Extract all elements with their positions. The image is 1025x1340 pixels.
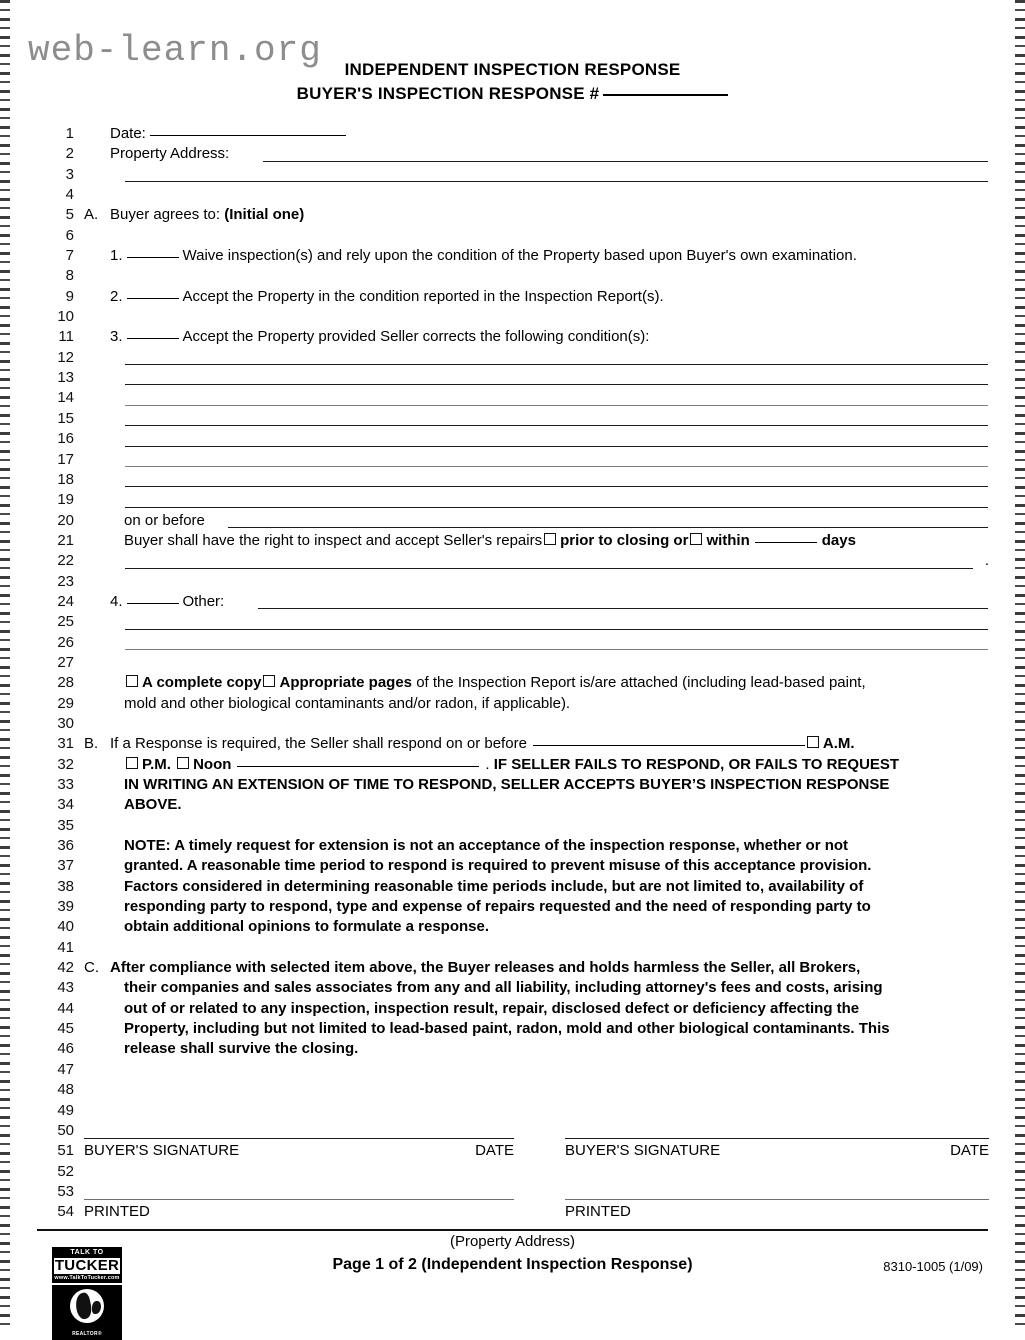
line-number: 10: [57, 308, 74, 326]
line-number: 46: [57, 1040, 74, 1058]
line-number: 52: [57, 1162, 74, 1180]
property-address-blank-2[interactable]: [125, 181, 988, 182]
line-row: [0, 999, 1025, 1019]
line-row: [0, 327, 1025, 347]
seller-respond-time-blank[interactable]: [237, 766, 479, 767]
note-row: [84, 877, 989, 897]
line-row: [0, 246, 1025, 266]
line-row: [0, 470, 1025, 490]
section-a-initial-one: (Initial one): [224, 206, 305, 224]
line-row: [0, 1019, 1025, 1039]
condition-write-line[interactable]: [125, 405, 988, 406]
section-b-text: If a Response is required, the Seller shall respond on or before: [110, 735, 527, 753]
option-4-write-line[interactable]: [125, 629, 988, 630]
line-row: [0, 1039, 1025, 1059]
line-row: [0, 1101, 1025, 1121]
section-c-line-4: Property, including but not limited to lead-based paint, radon, mold and other biological contaminants. This: [124, 1020, 890, 1038]
logo-url-text: www.TalkToTucker.com: [54, 1275, 120, 1281]
line-number: 23: [57, 572, 74, 590]
section-b-marker: B.: [84, 735, 99, 753]
note-row: [84, 836, 989, 856]
section-c-line-5: release shall survive the closing.: [124, 1040, 359, 1058]
option-2-number: 2.: [110, 287, 123, 305]
logo-realtor-text: REALTOR®: [52, 1330, 122, 1340]
line-number: 18: [57, 470, 74, 488]
option-1-initial-blank[interactable]: [127, 257, 179, 258]
line-number: 3: [65, 165, 74, 183]
repairs-period: .: [984, 552, 989, 570]
within-days-blank[interactable]: [755, 542, 817, 543]
option-4-write-line[interactable]: [125, 649, 988, 650]
line-number: 38: [57, 877, 74, 895]
attachment-row: [84, 673, 989, 693]
option-1-row: [84, 246, 989, 266]
condition-write-line[interactable]: [125, 446, 988, 447]
line-row: [0, 450, 1025, 470]
option-4-text: Other:: [182, 592, 225, 610]
note-line-5: obtain additional opinions to formulate a response.: [124, 918, 490, 936]
option-3-text: Accept the Property provided Seller corrects the following condition(s):: [182, 328, 650, 346]
line-row: [0, 592, 1025, 612]
line-row: [0, 165, 1025, 185]
line-row: [0, 653, 1025, 673]
option-4-number: 4.: [110, 592, 123, 610]
option-2-text: Accept the Property in the condition reported in the Inspection Report(s).: [182, 287, 664, 305]
appropriate-pages-label: Appropriate pages: [279, 674, 413, 692]
attachment-row-2: [84, 694, 989, 714]
line-row: [0, 836, 1025, 856]
date-label-left: DATE: [475, 1142, 514, 1160]
prior-to-closing-label: prior to closing or: [560, 531, 689, 549]
line-row: [0, 388, 1025, 408]
section-c-line-2: their companies and sales associates from any and all liability, including attorney's fees and costs, arising: [124, 979, 883, 997]
line-number: 43: [57, 979, 74, 997]
line-number: 42: [57, 959, 74, 977]
condition-write-line[interactable]: [125, 364, 988, 365]
line-row: [0, 917, 1025, 937]
line-row: [0, 978, 1025, 998]
attachment-text-1: of the Inspection Report is/are attached (including lead-based paint,: [416, 674, 866, 692]
line-number: 16: [57, 430, 74, 448]
option-2-initial-blank[interactable]: [127, 298, 179, 299]
option-2-row: [84, 287, 989, 307]
title-line-2: [0, 82, 1025, 106]
line-number: 19: [57, 491, 74, 509]
condition-write-line[interactable]: [125, 384, 988, 385]
line-number: 45: [57, 1020, 74, 1038]
checkbox-appropriate-pages[interactable]: [263, 675, 275, 687]
line-row: [0, 572, 1025, 592]
buyer-signature-line-left[interactable]: [84, 1138, 514, 1139]
checkbox-complete-copy[interactable]: [126, 675, 138, 687]
line-number: 13: [57, 369, 74, 387]
line-row: [0, 633, 1025, 653]
checkbox-noon[interactable]: [177, 757, 189, 769]
line-row: [0, 307, 1025, 327]
line-number: 1: [65, 125, 74, 142]
footer-divider: [37, 1229, 988, 1231]
line-number: 15: [57, 409, 74, 427]
section-b-row-1: [84, 734, 989, 754]
line-row: [0, 144, 1025, 164]
section-a-heading: [84, 205, 989, 225]
line-row: [0, 1121, 1025, 1141]
buyer-signature-line-right[interactable]: [565, 1138, 989, 1139]
line-number: 47: [57, 1060, 74, 1078]
line-row: [0, 531, 1025, 551]
section-b-row-4: [84, 795, 989, 815]
footer-property-address: (Property Address): [449, 1233, 576, 1250]
condition-write-line[interactable]: [125, 466, 988, 467]
line-number: 37: [57, 857, 74, 875]
document-body: [0, 124, 1025, 1223]
line-number: 22: [57, 552, 74, 570]
section-b-caps-2: IN WRITING AN EXTENSION OF TIME TO RESPOND, SELLER ACCEPTS BUYER’S INSPECTION RESPONSE: [124, 776, 890, 793]
line-row: [0, 958, 1025, 978]
line-row: [0, 612, 1025, 632]
repairs-write-line[interactable]: [125, 568, 973, 569]
line-number: 51: [57, 1142, 74, 1160]
inspect-repairs-text: Buyer shall have the right to inspect and accept Seller's repairs: [124, 531, 543, 549]
globe-icon: [70, 1289, 104, 1323]
line-number: 53: [57, 1182, 74, 1200]
watermark-text: web-learn.org: [28, 30, 322, 71]
option-4-initial-blank[interactable]: [127, 603, 179, 604]
section-c-marker: C.: [84, 959, 99, 977]
line-row: [0, 877, 1025, 897]
footer-page-label: Page 1 of 2 (Independent Inspection Response): [332, 1256, 693, 1273]
section-c-line-1: After compliance with selected item above, the Buyer releases and holds harmless the Seller, all Brokers,: [110, 959, 861, 977]
condition-write-line[interactable]: [125, 425, 988, 426]
line-number: 8: [65, 267, 74, 285]
am-label: A.M.: [822, 735, 855, 753]
checkbox-within[interactable]: [690, 533, 702, 545]
section-c-row-5: [84, 1039, 989, 1059]
condition-write-line[interactable]: [125, 507, 988, 508]
on-or-before-label: on or before: [124, 511, 205, 529]
line-number: 34: [57, 796, 74, 814]
note-line-4: responding party to respond, type and expense of repairs requested and the need of responding party to: [124, 898, 871, 916]
logo-talk-to-text: TALK TO: [70, 1249, 104, 1256]
line-row: [0, 734, 1025, 754]
property-address-label: Property Address:: [110, 145, 230, 163]
line-row: [0, 551, 1025, 571]
talk-to-tucker-logo: [52, 1247, 122, 1340]
date-label-right: DATE: [950, 1142, 989, 1160]
printed-name-line-right[interactable]: [565, 1199, 989, 1200]
line-number: 33: [57, 776, 74, 793]
line-number: 40: [57, 918, 74, 936]
logo-tucker-text: TUCKER: [54, 1257, 120, 1274]
line-number: 28: [57, 674, 74, 692]
line-number: 25: [57, 613, 74, 631]
date-field-row: [84, 124, 989, 144]
line-number: 32: [57, 755, 74, 773]
days-label: days: [821, 531, 856, 549]
line-row: [0, 348, 1025, 368]
section-c-row-4: [84, 1019, 989, 1039]
line-row: [0, 1141, 1025, 1161]
buyer-signature-label-right: BUYER'S SIGNATURE: [565, 1142, 721, 1160]
title-line-2-label: BUYER'S INSPECTION RESPONSE #: [296, 84, 600, 103]
noon-label: Noon: [193, 755, 232, 773]
line-row: [0, 511, 1025, 531]
line-number: 20: [57, 511, 74, 529]
line-row: [0, 205, 1025, 225]
line-row: [0, 1202, 1025, 1222]
printed-name-line-left[interactable]: [84, 1199, 514, 1200]
line-number: 2: [65, 145, 74, 163]
checkbox-prior-to-closing[interactable]: [544, 533, 556, 545]
line-row: [0, 816, 1025, 836]
line-row: [0, 694, 1025, 714]
line-number: 21: [57, 531, 74, 549]
buyer-signature-label-left: BUYER'S SIGNATURE: [84, 1142, 240, 1160]
option-3-initial-blank[interactable]: [127, 338, 179, 339]
line-number: 11: [58, 328, 74, 346]
line-row: [0, 755, 1025, 775]
line-number: 48: [57, 1081, 74, 1099]
footer-form-number: 8310-1005 (1/09): [883, 1259, 983, 1274]
on-or-before-blank[interactable]: [228, 527, 988, 528]
line-number: 7: [65, 247, 74, 265]
line-number: 24: [57, 592, 74, 610]
line-number: 36: [57, 837, 74, 855]
line-row: [0, 1162, 1025, 1182]
section-c-line-3: out of or related to any inspection, inspection result, repair, disclosed defect or deficiency affecting the: [124, 999, 860, 1017]
line-number: 5: [65, 206, 74, 224]
line-row: [0, 409, 1025, 429]
line-row: [0, 775, 1025, 795]
option-3-number: 3.: [110, 328, 123, 346]
line-number: 50: [57, 1121, 74, 1139]
line-row: [0, 795, 1025, 815]
line-row: [0, 287, 1025, 307]
line-number: 26: [57, 633, 74, 651]
line-number: 35: [57, 816, 74, 834]
section-c-row-2: [84, 978, 989, 998]
attachment-text-2: mold and other biological contaminants and/or radon, if applicable).: [124, 694, 571, 712]
line-number: 17: [57, 450, 74, 468]
option-1-text: Waive inspection(s) and rely upon the condition of the Property based upon Buyer's own examination.: [182, 247, 857, 265]
printed-label-right: PRINTED: [565, 1203, 631, 1221]
line-row: [0, 856, 1025, 876]
printed-label-left: PRINTED: [84, 1203, 150, 1221]
line-row: [0, 429, 1025, 449]
checkbox-pm[interactable]: [126, 757, 138, 769]
section-b-caps-3: ABOVE.: [124, 796, 182, 814]
line-number: 41: [57, 938, 74, 956]
option-1-number: 1.: [110, 247, 123, 265]
section-b-row-2: [84, 755, 989, 775]
logo-wordmark: [52, 1247, 122, 1283]
line-row: [0, 897, 1025, 917]
line-number: 9: [65, 287, 74, 305]
option-3-row: [84, 327, 989, 347]
condition-write-line[interactable]: [125, 486, 988, 487]
seller-respond-date-blank[interactable]: [533, 745, 805, 746]
line-number: 4: [65, 186, 74, 204]
line-number: 27: [57, 653, 74, 671]
section-c-row-1: [84, 958, 989, 978]
note-row: [84, 897, 989, 917]
option-4-write-line[interactable]: [258, 608, 988, 609]
response-number-blank[interactable]: [603, 94, 728, 96]
section-b-row-3: [84, 775, 989, 795]
line-row: [0, 673, 1025, 693]
pm-label: P.M.: [142, 755, 171, 773]
line-row: [0, 1080, 1025, 1100]
line-number: 31: [57, 735, 74, 753]
inspect-repairs-row: [84, 531, 989, 551]
date-label: Date:: [110, 125, 146, 142]
line-row: [0, 1060, 1025, 1080]
line-row: [0, 266, 1025, 286]
logo-globe-container: [52, 1285, 122, 1330]
line-row: [0, 226, 1025, 246]
title-line-1: INDEPENDENT INSPECTION RESPONSE: [344, 60, 681, 79]
within-label: within: [706, 531, 750, 549]
property-address-blank[interactable]: [263, 161, 988, 162]
line-number: 39: [57, 898, 74, 916]
complete-copy-label: A complete copy: [142, 674, 262, 692]
line-number: 29: [57, 694, 74, 712]
line-row: [0, 1182, 1025, 1202]
line-row: [0, 368, 1025, 388]
line-row: [0, 490, 1025, 510]
note-row: [84, 856, 989, 876]
line-number: 12: [57, 348, 74, 366]
line-number: 14: [57, 389, 74, 407]
note-row: [84, 917, 989, 937]
line-number: 54: [57, 1203, 74, 1221]
checkbox-am[interactable]: [807, 736, 819, 748]
section-a-marker: A.: [84, 206, 99, 224]
line-number: 49: [57, 1101, 74, 1119]
section-b-caps-1: IF SELLER FAILS TO RESPOND, OR FAILS TO REQUEST: [493, 755, 900, 773]
section-c-row-3: [84, 999, 989, 1019]
note-line-1: NOTE: A timely request for extension is not an acceptance of the inspection response, whether or not: [124, 837, 849, 855]
line-row: [0, 185, 1025, 205]
section-b-period: .: [485, 755, 490, 773]
note-line-3: Factors considered in determining reasonable time periods include, but are not limited to, availability of: [124, 877, 864, 895]
section-a-heading-text: Buyer agrees to:: [110, 206, 221, 224]
line-row: [0, 714, 1025, 734]
date-input-blank[interactable]: [150, 135, 346, 136]
line-row: [0, 124, 1025, 144]
line-number: 44: [57, 999, 74, 1017]
line-number: 30: [57, 714, 74, 732]
note-line-2: granted. A reasonable time period to respond is required to prevent misuse of this acceptance provision.: [124, 857, 872, 875]
line-number: 6: [65, 226, 74, 244]
line-row: [0, 938, 1025, 958]
